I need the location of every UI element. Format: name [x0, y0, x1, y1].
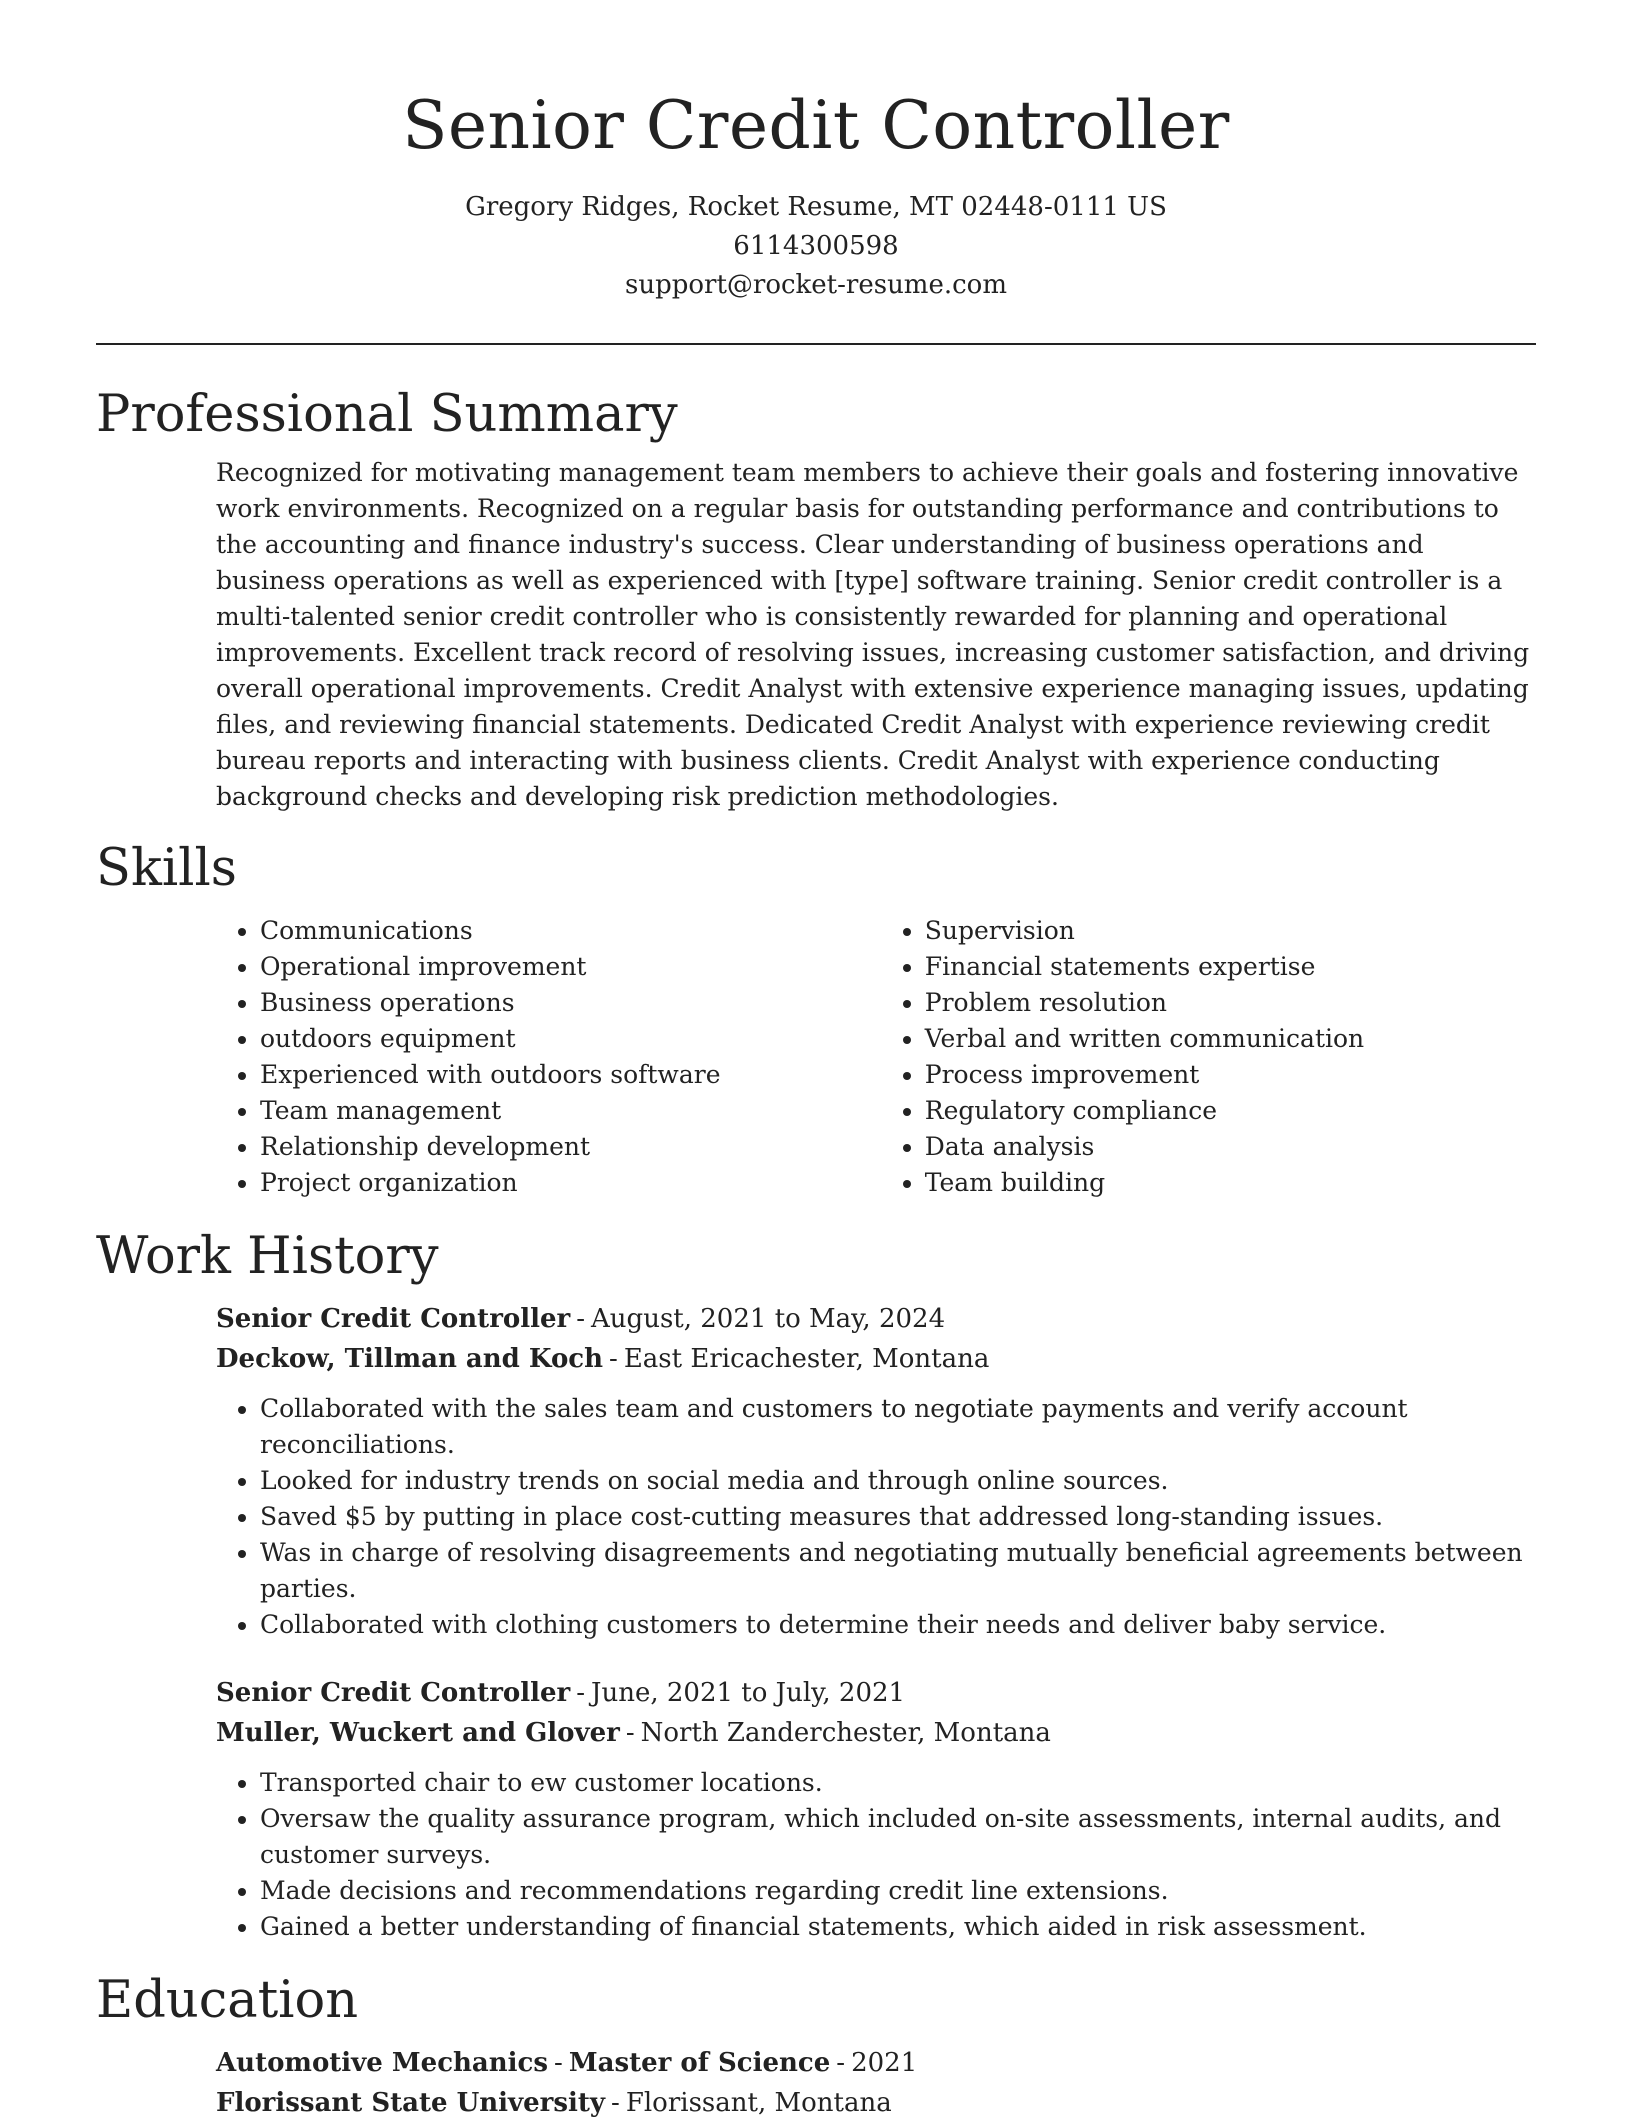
resume-title: Senior Credit Controller — [402, 87, 1230, 164]
skill-item: • Communications — [260, 913, 881, 949]
education-heading: Education — [96, 1971, 359, 2030]
education-school-line — [216, 2083, 1536, 2123]
job-dates: June, 2021 to July, 2021 — [591, 1678, 906, 1708]
work-history-heading: Work History — [96, 1227, 439, 1286]
job-entry — [216, 1299, 1536, 1643]
separator: - — [836, 2048, 846, 2078]
job-bullet: • Oversaw the quality assurance program, which included on-site assessments, internal audits, and customer surveys. — [260, 1801, 1536, 1873]
skill-item: • Project organization — [260, 1165, 881, 1201]
education-degree-line — [216, 2043, 1536, 2083]
skill-item: • Experienced with outdoors software — [260, 1057, 881, 1093]
separator: - — [609, 1344, 618, 1374]
job-bullet: • Made decisions and recommendations regarding credit line extensions. — [260, 1873, 1536, 1909]
summary-text: Recognized for motivating management team members to achieve their goals and fostering innovative work environments. Recognized on a regular basis for outstanding performance and contributions to the accounting and finance industry's success. Clear understanding of business operations and business operations as well as experienced with [type] software training. Senior credit controller is a multi-talented senior credit controller who is consistently rewarded for planning and operational improvements. Excellent track record of resolving issues, increasing customer satisfaction, and driving overall operational improvements. Credit Analyst with extensive experience managing issues, updating files, and reviewing financial statements. Dedicated Credit Analyst with experience reviewing credit bureau reports and interacting with business clients. Credit Analyst with experience conducting background checks and developing risk prediction methodologies. — [216, 458, 1530, 811]
header-divider — [96, 343, 1536, 345]
skill-item: • Operational improvement — [260, 949, 881, 985]
job-title-line — [216, 1299, 1536, 1339]
skill-item: • Verbal and written communication — [925, 1021, 1536, 1057]
skill-item: • Team management — [260, 1093, 881, 1129]
contact-address: Gregory Ridges, Rocket Resume, MT 02448-0111 US — [465, 192, 1167, 222]
skill-item: • Financial statements expertise — [925, 949, 1536, 985]
job-title: Senior Credit Controller — [216, 1678, 571, 1708]
job-company: Deckow, Tillman and Koch — [216, 1344, 604, 1374]
job-entry — [216, 1673, 1536, 1945]
job-title: Senior Credit Controller — [216, 1304, 571, 1334]
job-bullet: • Gained a better understanding of financial statements, which aided in risk assessment. — [260, 1909, 1536, 1945]
job-location: North Zanderchester, Montana — [640, 1718, 1051, 1748]
resume-header — [96, 0, 1536, 305]
contact-phone: 6114300598 — [733, 231, 899, 261]
education-school: Florissant State University — [216, 2088, 606, 2118]
job-bullet-list — [216, 1391, 1536, 1643]
skill-item: • Business operations — [260, 985, 881, 1021]
job-bullet: • Collaborated with the sales team and customers to negotiate payments and verify account reconciliations. — [260, 1391, 1536, 1463]
separator: - — [625, 1718, 635, 1748]
skills-columns — [216, 913, 1536, 1201]
job-company-line — [216, 1713, 1536, 1753]
separator: - — [576, 1304, 586, 1334]
job-location: East Ericachester, Montana — [623, 1344, 990, 1374]
skill-item: • Problem resolution — [925, 985, 1536, 1021]
job-bullet: • Saved $5 by putting in place cost-cutting measures that addressed long-standing issues. — [260, 1499, 1536, 1535]
job-bullet: • Transported chair to ew customer locations. — [260, 1765, 1536, 1801]
education-section — [96, 1969, 1536, 2123]
separator: - — [576, 1678, 586, 1708]
skill-item: • Team building — [925, 1165, 1536, 1201]
summary-heading: Professional Summary — [96, 385, 678, 444]
job-bullet: • Collaborated with clothing customers to determine their needs and deliver baby service. — [260, 1607, 1536, 1643]
job-company-line — [216, 1339, 1536, 1379]
skill-item: • Process improvement — [925, 1057, 1536, 1093]
job-dates: August, 2021 to May, 2024 — [591, 1304, 946, 1334]
separator: - — [554, 2048, 563, 2078]
job-company: Muller, Wuckert and Glover — [216, 1718, 620, 1748]
skills-heading: Skills — [96, 839, 237, 898]
contact-email: support@rocket-resume.com — [624, 270, 1007, 300]
job-bullet: • Was in charge of resolving disagreements and negotiating mutually beneficial agreements between parties. — [260, 1535, 1536, 1607]
separator: - — [611, 2088, 620, 2118]
resume-page — [96, 0, 1536, 2123]
skill-item: • Supervision — [925, 913, 1536, 949]
work-history-section — [96, 1225, 1536, 1945]
skills-section — [96, 837, 1536, 1201]
summary-section — [96, 383, 1536, 815]
job-bullet-list — [216, 1765, 1536, 1945]
skill-item: • outdoors equipment — [260, 1021, 881, 1057]
skill-item: • Relationship development — [260, 1129, 881, 1165]
education-year: 2021 — [851, 2048, 918, 2078]
education-location: Florissant, Montana — [625, 2088, 892, 2118]
job-title-line — [216, 1673, 1536, 1713]
skills-list-left — [216, 913, 881, 1201]
skill-item: • Regulatory compliance — [925, 1093, 1536, 1129]
skills-list-right — [881, 913, 1536, 1201]
education-degree: Master of Science — [568, 2048, 831, 2078]
job-bullet: • Looked for industry trends on social media and through online sources. — [260, 1463, 1536, 1499]
education-field: Automotive Mechanics — [216, 2048, 549, 2078]
skill-item: • Data analysis — [925, 1129, 1536, 1165]
